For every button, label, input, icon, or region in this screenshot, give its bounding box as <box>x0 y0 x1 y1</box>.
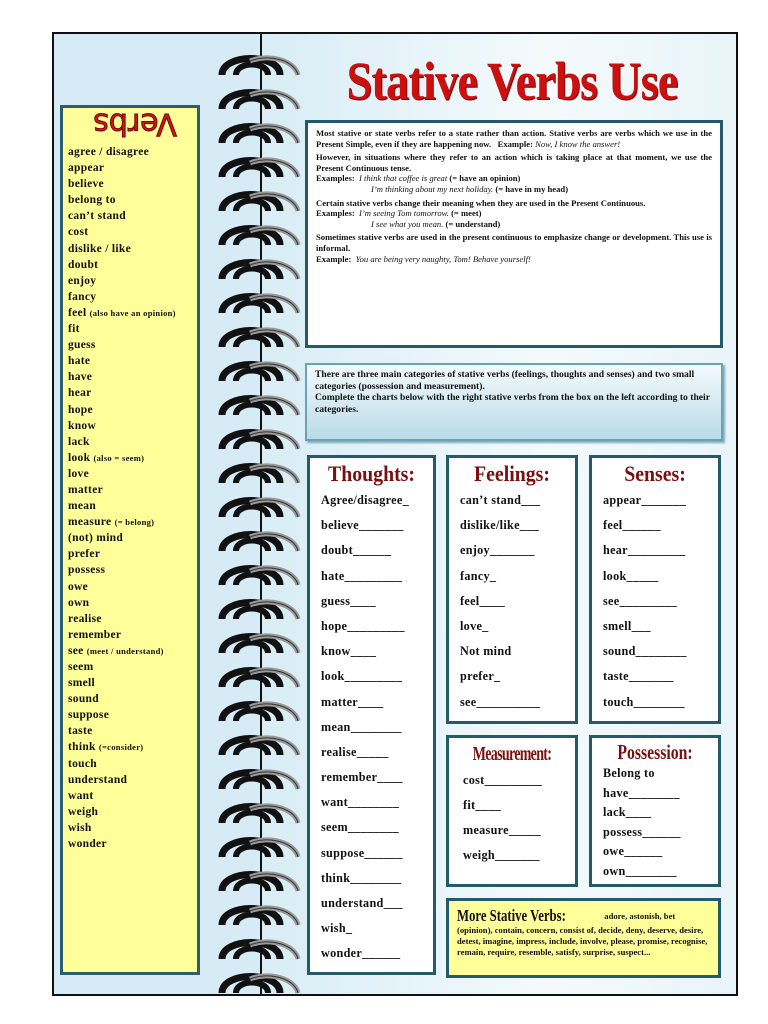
spiral-ring-icon <box>222 432 298 449</box>
possession-item: possess______ <box>603 824 681 839</box>
verb-list-item <box>68 321 197 337</box>
measurement-item: weigh_______ <box>463 848 540 862</box>
thoughts-item: think________ <box>321 870 402 885</box>
verb-list-box <box>60 105 200 975</box>
verb: cost <box>68 226 89 239</box>
spiral-ring-icon <box>222 364 298 381</box>
thoughts-item: doubt______ <box>321 543 392 558</box>
feelings-box <box>446 455 578 724</box>
verb-list-item <box>68 788 197 804</box>
spiral-ring-icon <box>222 194 298 211</box>
spiral-ring-icon <box>222 976 298 993</box>
measurement-item: fit____ <box>463 798 501 812</box>
verb-list-item <box>68 160 197 176</box>
verb: feel <box>68 306 87 319</box>
intro-p2: However, in situations where they refer to an action which is taking place at that moment, we use the Present Continuous tense. <box>316 152 712 173</box>
senses-item: sound________ <box>603 644 687 659</box>
verb: suppose <box>68 709 110 722</box>
spiral-ring-icon <box>222 398 298 415</box>
verb: wonder <box>68 838 107 851</box>
verb: seem <box>68 661 94 673</box>
more-verbs-title: More Stative Verbs: <box>457 906 566 925</box>
feelings-heading: Feelings: <box>474 461 550 486</box>
verb: sound <box>68 693 99 706</box>
thoughts-item: wish_ <box>321 921 353 936</box>
verb: touch <box>68 757 97 770</box>
feelings-item: Not mind <box>460 644 512 659</box>
verb-list-item <box>68 176 197 192</box>
verb-list-item <box>68 675 197 691</box>
verb-list-item <box>68 820 197 836</box>
verb-list-item <box>68 257 197 273</box>
spiral-ring-icon <box>222 738 298 755</box>
spiral-ring-icon <box>222 840 298 857</box>
possession-item: own________ <box>603 863 677 878</box>
spiral-ring-icon <box>222 874 298 891</box>
possession-heading: Possession: <box>617 740 693 764</box>
feelings-item: love_ <box>460 618 489 633</box>
verb-list-item <box>68 353 197 369</box>
thoughts-box <box>307 455 436 975</box>
example-label: Example <box>316 253 349 264</box>
thoughts-item: look_________ <box>321 669 403 684</box>
possession-item: have________ <box>603 785 680 800</box>
verb: can’t stand <box>68 210 126 223</box>
verb-note: (also have an opinion) <box>89 307 176 318</box>
senses-item: smell___ <box>603 618 651 633</box>
spiral-ring-icon <box>222 534 298 551</box>
thoughts-heading: Thoughts: <box>328 461 415 486</box>
verb: have <box>68 371 93 384</box>
feelings-item: enjoy_______ <box>460 543 535 558</box>
spiral-ring-icon <box>222 262 298 279</box>
verb-note: (also = seem) <box>93 452 145 463</box>
example-note: (= understand) <box>445 218 501 229</box>
spiral-binding-icon <box>210 45 310 995</box>
spiral-ring-icon <box>222 126 298 143</box>
senses-item: touch________ <box>603 694 685 709</box>
spiral-ring-icon <box>222 908 298 925</box>
measurement-item: measure_____ <box>463 823 541 837</box>
verb: smell <box>68 677 96 690</box>
thoughts-item: mean________ <box>321 719 402 734</box>
verb: measure <box>68 516 112 529</box>
verb: matter <box>68 483 103 496</box>
senses-item: feel______ <box>603 518 661 533</box>
example-text: I see what you mean. <box>371 218 444 229</box>
intro-p3: Certain stative verbs change their meaning when they are used in the Present Continuous. <box>316 197 646 208</box>
thoughts-item: Agree/disagree_ <box>321 493 409 507</box>
verb-list-item <box>68 305 197 321</box>
example-note: (= have an opinion) <box>449 173 521 184</box>
verb: hope <box>68 403 93 416</box>
thoughts-item: realise_____ <box>321 744 389 759</box>
verb-note: (meet / understand) <box>86 645 164 656</box>
verb: realise <box>68 612 102 625</box>
verb: want <box>68 789 94 802</box>
verb: taste <box>68 725 93 738</box>
verb-list-item <box>68 208 197 224</box>
intro-p1: Most stative or state verbs refer to a state rather than action. Stative verbs are verbs which we use in the Present Simple, even if they are happening now. <box>316 128 712 149</box>
verb: (not) mind <box>68 532 124 545</box>
senses-item: look_____ <box>603 568 659 583</box>
spiral-ring-icon <box>222 568 298 585</box>
verb-list-item <box>68 434 197 450</box>
feelings-item: fancy_ <box>460 568 497 583</box>
verb-list-item <box>68 546 197 562</box>
measurement-item: cost_________ <box>463 773 543 787</box>
spiral-ring-icon <box>222 160 298 177</box>
possession-box <box>589 735 721 887</box>
thoughts-item: seem________ <box>321 820 400 835</box>
spiral-ring-icon <box>222 670 298 687</box>
verb-list-item <box>68 385 197 401</box>
verb: understand <box>68 773 128 786</box>
example-text: Now, I know the answer! <box>535 138 621 149</box>
verb-list-item <box>68 369 197 385</box>
verb: look <box>68 451 91 464</box>
verb: doubt <box>68 258 99 271</box>
example-note: (= meet) <box>451 208 482 219</box>
possession-item: Belong to <box>603 766 655 780</box>
verb-list-item <box>68 224 197 240</box>
thoughts-item: hope_________ <box>321 618 405 633</box>
example-note: (= have in my head) <box>495 183 569 194</box>
spiral-ring-icon <box>222 636 298 653</box>
verb: love <box>68 467 89 480</box>
possession-item: owe______ <box>603 844 663 858</box>
intro-p4: Sometimes stative verbs are used in the present continuous to emphasize change or development. This use is informal. <box>316 232 712 253</box>
thoughts-item: understand___ <box>321 896 403 910</box>
spiral-ring-icon <box>222 92 298 109</box>
verb-list-item <box>68 241 197 257</box>
feelings-item: dislike/like___ <box>460 518 539 533</box>
verb-list-item <box>68 579 197 595</box>
spiral-ring-icon <box>222 296 298 313</box>
verb: wish <box>68 821 92 834</box>
verb-list-item <box>68 756 197 772</box>
verb-list-item <box>68 804 197 820</box>
verb-list-item <box>68 836 197 852</box>
verb: dislike / like <box>68 242 131 255</box>
verb-note: (= belong) <box>114 517 155 528</box>
verb-list-item <box>68 562 197 578</box>
more-stative-verbs-box <box>446 898 721 978</box>
verb: owe <box>68 580 89 593</box>
verb-list-item <box>68 144 197 160</box>
verb-list-item <box>68 514 197 530</box>
intro-text-box: Most stative or state verbs refer to a state rather than action. Stative verbs are verbs which we use in the Present Simple, even if they are happening now. Example: Now, I know the answer! However, in situations where they refer to an action which is taking place at that moment, we use the Present Continuous tense. Examples: I think that coffee is great (= have an opinion) I’m thinking about my next holiday. (= have in my head) Certain stative verbs change their meaning when they are used in the Present Continuous. Examples: I’m seeing Tom tomorrow. (= meet) I see what you mean. (= understand) Sometimes stative verbs are used in the present continuous to emphasize change or development. This use is informal. Example: You are being very naughty, Tom! Behave yourself! <box>305 120 723 348</box>
senses-item: taste_______ <box>603 669 674 684</box>
thoughts-item: know____ <box>321 644 377 659</box>
verb: hate <box>68 355 91 368</box>
instructions-box <box>305 363 723 441</box>
spiral-ring-icon <box>222 602 298 619</box>
spiral-ring-icon <box>222 228 298 245</box>
thoughts-item: wonder______ <box>321 946 401 961</box>
verb: believe <box>68 178 104 191</box>
example-text: I’m seeing Tom tomorrow. <box>358 208 449 219</box>
verb-list-item <box>68 659 197 675</box>
example-text: You are being very naughty, Tom! Behave yourself! <box>355 253 531 264</box>
spiral-ring-icon <box>222 704 298 721</box>
verb-list-item <box>68 273 197 289</box>
verb: hear <box>68 387 92 400</box>
example-text: I think that coffee is great <box>358 173 448 184</box>
verb: lack <box>68 435 90 448</box>
feelings-item: feel____ <box>460 593 506 608</box>
verb-list-item <box>68 418 197 434</box>
senses-item: see_________ <box>603 593 678 608</box>
verb-note: (=consider) <box>98 742 144 753</box>
thoughts-item: suppose______ <box>321 845 403 860</box>
verb: appear <box>68 162 105 175</box>
spiral-ring-icon <box>222 466 298 483</box>
verb-list-item <box>68 482 197 498</box>
feelings-item: can’t stand___ <box>460 493 541 507</box>
example-label: Example <box>497 138 531 149</box>
verb-list-item <box>68 739 197 755</box>
verb: possess <box>68 564 106 577</box>
spiral-ring-icon <box>222 500 298 517</box>
verb-list-item <box>68 466 197 482</box>
verb-list-item <box>68 627 197 643</box>
senses-heading: Senses: <box>624 461 686 486</box>
example-label: Examples <box>316 173 352 184</box>
possession-item: lack____ <box>603 805 652 819</box>
verb: own <box>68 596 90 609</box>
verb-list-item <box>68 450 197 466</box>
verb: mean <box>68 500 97 513</box>
verb: weigh <box>68 805 99 818</box>
verbs-box-title: Verbs <box>93 106 177 141</box>
instructions-line-1: There are three main categories of stative verbs (feelings, thoughts and senses) and two small categories (possession and measurement). <box>315 369 695 392</box>
verb-list-item <box>68 530 197 546</box>
measurement-heading: Measurement: <box>472 743 552 765</box>
verb: belong to <box>68 194 116 207</box>
verb-list-item <box>68 772 197 788</box>
verb: enjoy <box>68 274 97 287</box>
measurement-box <box>446 735 578 887</box>
example-label: Examples <box>316 208 352 219</box>
verb: think <box>68 741 96 754</box>
verb: fancy <box>68 290 97 303</box>
verb: know <box>68 419 97 432</box>
thoughts-item: hate_________ <box>321 568 403 583</box>
spiral-ring-icon <box>222 58 298 75</box>
senses-box <box>589 455 721 724</box>
verb-list-item <box>68 643 197 659</box>
thoughts-item: remember____ <box>321 770 403 785</box>
more-verbs-text: adore, astonish, bet (opinion), contain, concern, consist of, decide, deny, deserve, desire, detest, imagine, impress, include, involve, please, promise, recognise, remain, require, resemble, satisfy, surprise, suspect... <box>457 911 708 957</box>
verb: fit <box>68 323 80 336</box>
instructions-line-2: Complete the charts below with the right stative verbs from the box on the left according to their categories. <box>315 392 710 415</box>
verb: agree / disagree <box>68 146 150 158</box>
spiral-ring-icon <box>222 330 298 347</box>
verb-list-item <box>68 595 197 611</box>
senses-item: hear_________ <box>603 543 686 558</box>
senses-item: appear_______ <box>603 493 687 507</box>
verb: remember <box>68 628 122 641</box>
verb: guess <box>68 339 96 352</box>
thoughts-item: believe_______ <box>321 518 404 533</box>
spiral-ring-icon <box>222 772 298 789</box>
thoughts-item: guess____ <box>321 593 376 608</box>
verb-list-item <box>68 192 197 208</box>
verb-list-item <box>68 498 197 514</box>
verb-list-item <box>68 691 197 707</box>
verb-list-item <box>68 707 197 723</box>
spiral-ring-icon <box>222 806 298 823</box>
verb-list-item <box>68 289 197 305</box>
page-title: Stative Verbs Use <box>346 51 678 111</box>
verb-list-item <box>68 402 197 418</box>
thoughts-item: matter____ <box>321 694 384 709</box>
verb-list-item <box>68 337 197 353</box>
spiral-ring-icon <box>222 942 298 959</box>
thoughts-item: want________ <box>321 795 400 810</box>
feelings-item: see__________ <box>460 694 541 709</box>
verb-list-item <box>68 723 197 739</box>
example-text: I’m thinking about my next holiday. <box>371 183 494 194</box>
verb-list-item <box>68 611 197 627</box>
verb: see <box>68 644 84 657</box>
verb: prefer <box>68 548 101 561</box>
feelings-item: prefer_ <box>460 669 501 684</box>
